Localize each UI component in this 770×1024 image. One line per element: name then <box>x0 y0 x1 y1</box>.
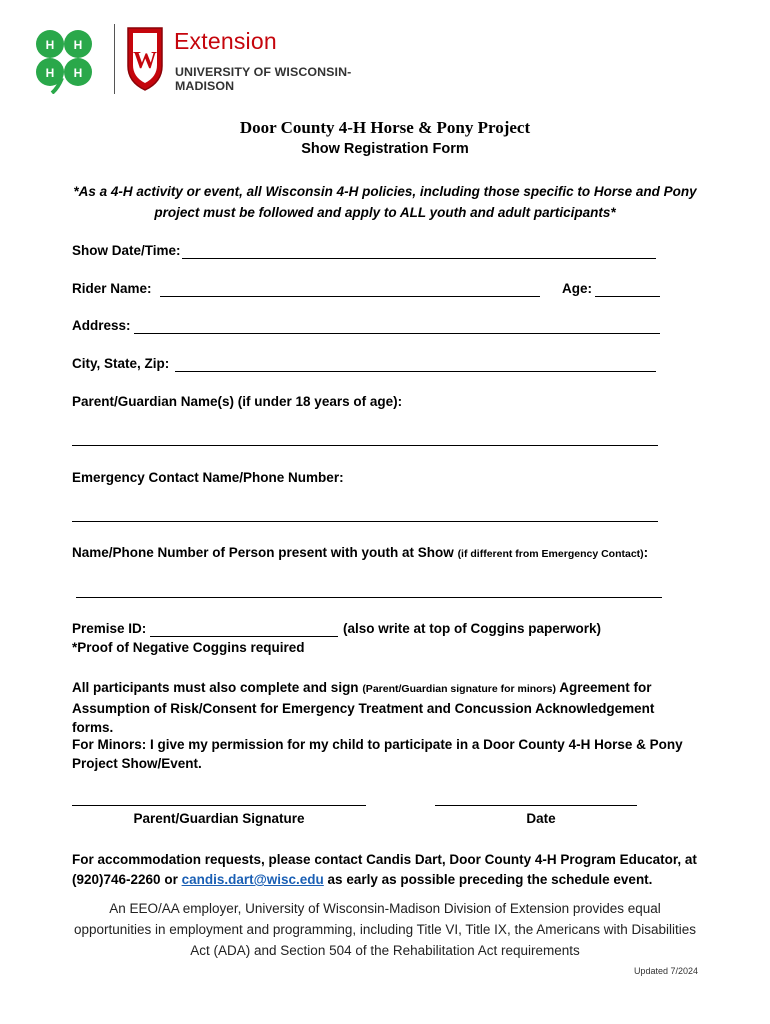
person-present-note: (if different from Emergency Contact) <box>457 548 644 560</box>
extension-wordmark: Extension <box>174 28 277 54</box>
show-date-field[interactable] <box>182 258 656 259</box>
accommodation-text-2: as early as possible preceding the schedule event. <box>323 872 653 887</box>
agreement-note: (Parent/Guardian signature for minors) <box>362 683 557 695</box>
address-field[interactable] <box>134 333 660 334</box>
coggins-requirement: *Proof of Negative Coggins required <box>72 640 305 655</box>
age-field[interactable] <box>595 296 660 297</box>
premise-id-label: Premise ID: <box>72 621 147 636</box>
accommodation-paragraph <box>72 850 702 890</box>
header-logos <box>28 18 408 98</box>
four-h-clover-logo <box>28 22 100 94</box>
city-state-zip-label: City, State, Zip: <box>72 356 170 371</box>
emergency-contact-field[interactable] <box>72 521 658 522</box>
age-label: Age: <box>562 281 592 296</box>
logo-divider <box>114 24 115 94</box>
accommodation-text-1: For accommodation requests, please contact Candis Dart, Door County 4-H Program Educator, at (920)746-2260 or <box>72 852 697 887</box>
premise-id-field[interactable] <box>150 636 338 637</box>
person-present-field[interactable] <box>76 597 662 598</box>
date-label: Date <box>526 811 556 826</box>
premise-id-note: (also write at top of Coggins paperwork) <box>343 621 602 636</box>
date-field[interactable] <box>435 805 637 806</box>
emergency-contact-label: Emergency Contact Name/Phone Number: <box>72 470 344 485</box>
clover-leaf-letter: H <box>45 38 55 52</box>
form-title: Door County 4-H Horse & Pony Project <box>239 118 531 137</box>
parent-guardian-field[interactable] <box>72 445 658 446</box>
policy-notice: *As a 4-H activity or event, all Wisconsin 4-H policies, including those specific to Horse and Pony project must be followed and apply to ALL youth and adult participants* <box>73 184 697 220</box>
person-present-colon: : <box>643 545 649 560</box>
uw-crest-logo <box>124 22 166 92</box>
show-date-label: Show Date/Time: <box>72 243 181 258</box>
clover-leaf-letter: H <box>45 66 55 80</box>
parent-guardian-label: Parent/Guardian Name(s) (if under 18 years of age): <box>72 394 403 409</box>
person-present-text: Name/Phone Number of Person present with youth at Show <box>72 545 454 560</box>
updated-date: Updated 7/2024 <box>633 966 698 976</box>
clover-leaf-letter: H <box>73 38 83 52</box>
person-present-label <box>72 545 648 560</box>
parent-signature-label: Parent/Guardian Signature <box>133 811 305 826</box>
contact-email-link[interactable]: candis.dart@wisc.edu <box>181 872 324 887</box>
address-label: Address: <box>72 318 131 333</box>
rider-name-field[interactable] <box>160 296 540 297</box>
form-subtitle: Show Registration Form <box>301 141 469 157</box>
rider-name-label: Rider Name: <box>72 281 152 296</box>
parent-signature-field[interactable] <box>72 805 366 806</box>
university-name: UNIVERSITY OF WISCONSIN-MADISON <box>175 65 352 93</box>
agreement-paragraph <box>72 678 692 737</box>
crest-letter: W <box>133 48 157 74</box>
clover-leaf-letter: H <box>73 66 83 80</box>
agreement-text-1: All participants must also complete and sign <box>72 680 363 695</box>
agreement-text-2: Agreement for Assumption of Risk/Consent for Emergency Treatment and Concussion Acknowledgement forms. <box>72 680 655 735</box>
eeo-statement: An EEO/AA employer, University of Wisconsin-Madison Division of Extension provides equal opportunities in employment and programming, including Title VI, Title IX, the Americans with Disabilities Act (ADA) and Section 504 of the Rehabilitation Act requirements <box>73 901 697 958</box>
minors-permission: For Minors: I give my permission for my child to participate in a Door County 4-H Horse & Pony Project Show/Event. <box>72 737 683 771</box>
city-state-zip-field[interactable] <box>175 371 656 372</box>
